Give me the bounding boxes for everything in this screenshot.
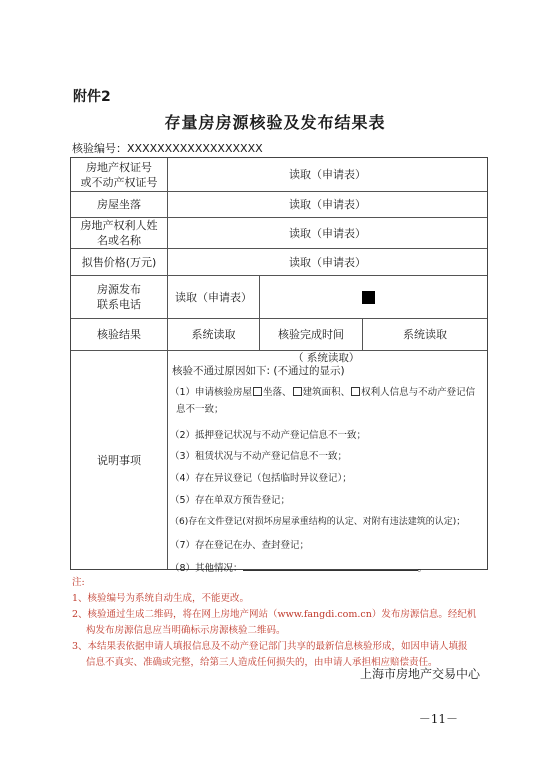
notes-item-1-cont: 息不一致； bbox=[176, 404, 224, 415]
notes-item-1-c: 建筑面积、 bbox=[302, 387, 351, 398]
phone-label bbox=[71, 276, 167, 318]
checkbox-icon bbox=[253, 387, 262, 396]
cert-number-value: 读取（申请表） bbox=[289, 168, 366, 181]
owner-label-line1: 房地产权利人姓 bbox=[80, 219, 158, 232]
footer-line-3a: 3、本结果表依据申请人填报信息及不动产登记部门共享的最新信息核验形成，如因申请人填报 bbox=[72, 641, 468, 652]
cert-number-label bbox=[71, 158, 167, 191]
notes-label: 说明事项 bbox=[97, 453, 141, 467]
notes-item-6: （6)存在文件登记(对损坏房屋承重结构的认定、对附有违法建筑的认定)； bbox=[170, 517, 466, 527]
cert-label-line2: 或不动产权证号 bbox=[80, 175, 158, 189]
result-form-table bbox=[70, 157, 488, 574]
owner-label bbox=[71, 218, 167, 248]
notes-item-4: （4）存在异议登记（包括临时异议登记）； bbox=[170, 473, 352, 484]
footer-line-1: 1、核验编号为系统自动生成，不能更改。 bbox=[72, 593, 250, 604]
attachment-label: 附件2 bbox=[73, 89, 111, 105]
notes-item-8-label: （8）其他情况： bbox=[170, 563, 243, 574]
page-number: －11－ bbox=[418, 712, 458, 726]
footer-line-2b: 构发布房源信息应当明确标示房源核验二维码。 bbox=[86, 625, 286, 636]
notes-item-5: （5）存在单双方预告登记； bbox=[170, 495, 291, 506]
verify-code: 核验编号：XXXXXXXXXXXXXXXXXX bbox=[72, 142, 263, 155]
qr-code-placeholder bbox=[362, 291, 375, 304]
location-value: 读取（申请表） bbox=[289, 198, 366, 211]
phone-value: 读取（申请表） bbox=[175, 290, 252, 304]
result-value: 系统读取 bbox=[191, 328, 236, 341]
footer-line-2a: 2、核验通过生成二维码，将在网上房地产网站（www.fangdi.com.cn）发布房源信息。经纪机 bbox=[72, 609, 477, 620]
notes-intro: 核验不通过原因如下: (不通过的显示) bbox=[172, 365, 345, 377]
footer-notes bbox=[72, 575, 492, 671]
price-label: 拟售价格(万元) bbox=[81, 255, 157, 269]
notes-item-1-d: 权利人信息与不动产登记信 bbox=[361, 387, 476, 398]
checkbox-icon bbox=[351, 387, 360, 396]
price-value: 读取（申请表） bbox=[289, 255, 366, 269]
checkbox-icon bbox=[293, 387, 302, 396]
notes-item-1-a: （1）申请核验房屋 bbox=[170, 387, 253, 398]
phone-label-line1: 房源发布 bbox=[97, 283, 141, 296]
owner-label-line2: 名或名称 bbox=[97, 234, 141, 247]
blank-line bbox=[243, 561, 418, 571]
notes-item-3: （3）租赁状况与不动产登记信息不一致； bbox=[170, 451, 348, 462]
notes-item-2: （2）抵押登记状况与不动产登记信息不一致； bbox=[170, 430, 367, 441]
issuer-name: 上海市房地产交易中心 bbox=[359, 667, 480, 681]
page-title: 存量房房源核验及发布结果表 bbox=[164, 113, 386, 132]
footer-line-3b: 信息不真实、准确或完整，给第三人造成任何损失的，由申请人承担相应赔偿责任。 bbox=[86, 657, 438, 668]
notes-item-1 bbox=[170, 386, 475, 399]
completion-time-label: 核验完成时间 bbox=[278, 328, 344, 341]
notes-item-8-end: 。 bbox=[417, 563, 428, 574]
phone-label-line2: 联系电话 bbox=[97, 298, 141, 311]
notes-item-7: （7）存在登记在办、查封登记； bbox=[170, 540, 310, 551]
owner-value: 读取（申请表） bbox=[289, 226, 366, 240]
notes-item-8 bbox=[170, 561, 427, 575]
completion-time-value: 系统读取 bbox=[403, 328, 447, 341]
notes-system: （ 系统读取） bbox=[293, 352, 360, 364]
cert-label-line1: 房地产权证号 bbox=[86, 160, 152, 174]
notes-item-1-b: 坐落、 bbox=[263, 387, 292, 398]
footer-head: 注: bbox=[72, 577, 85, 588]
location-label: 房屋坐落 bbox=[97, 198, 141, 211]
result-label: 核验结果 bbox=[97, 328, 141, 341]
